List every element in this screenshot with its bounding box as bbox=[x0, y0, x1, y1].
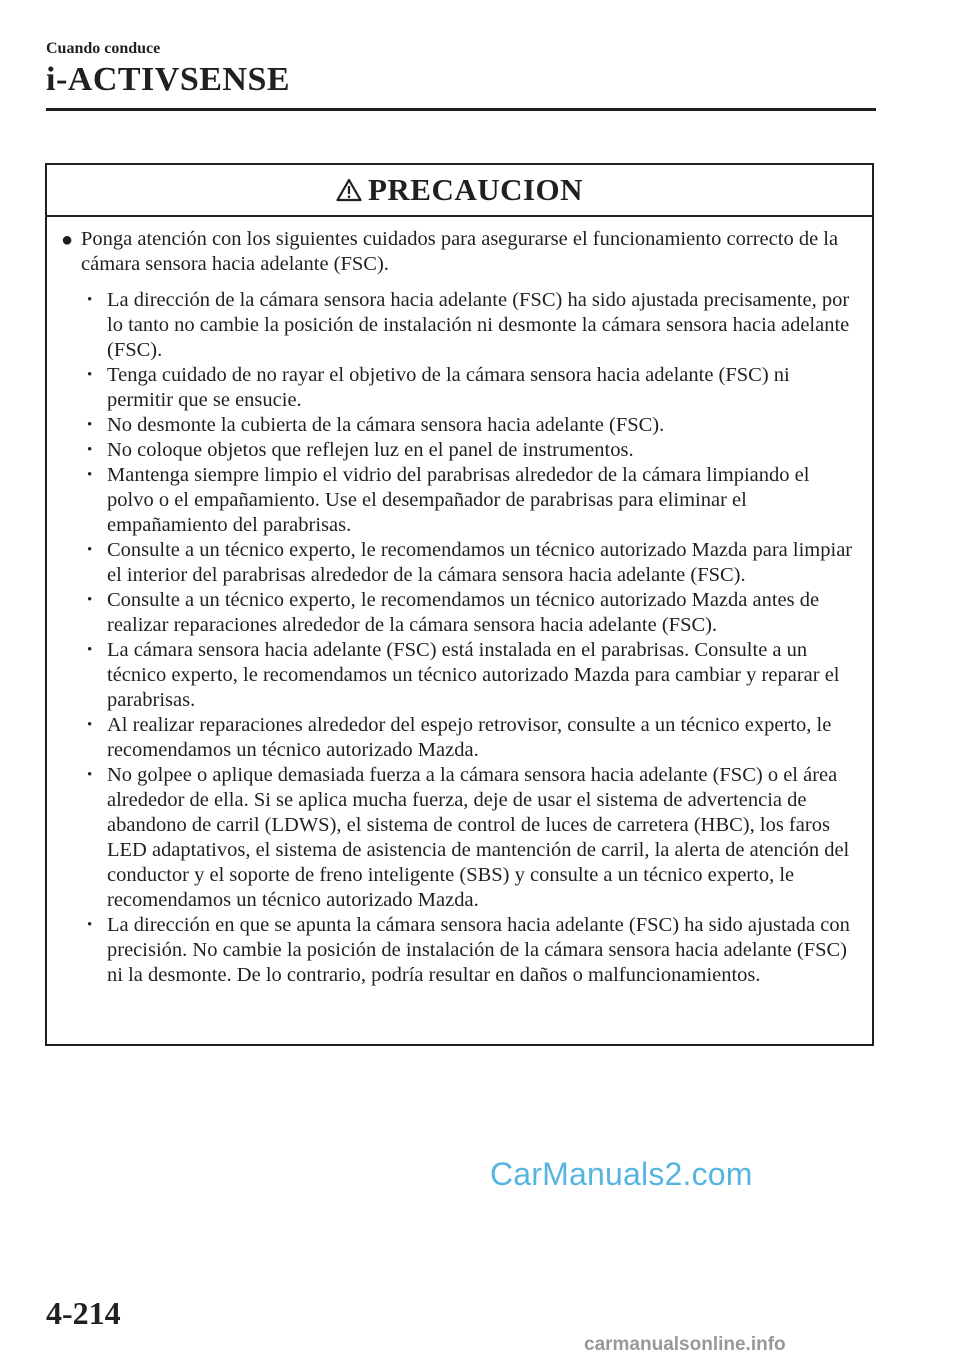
bullet-icon: • bbox=[87, 917, 93, 933]
main-item-text: Ponga atención con los siguientes cuidados para asegurarse el funcionamiento correcto de la cámara sensora hacia adelante (FSC). bbox=[81, 228, 839, 275]
bullet-icon: • bbox=[87, 717, 93, 733]
bullet-dot-icon: ● bbox=[61, 229, 74, 251]
sub-item-text: Tenga cuidado de no rayar el objetivo de la cámara sensora hacia adelante (FSC) ni permitir que se ensucie. bbox=[107, 364, 790, 411]
sub-item-text: No golpee o aplique demasiada fuerza a la cámara sensora hacia adelante (FSC) o el área alrededor de ella. Si se aplica mucha fuerza, deje de usar el sistema de advertencia de abandono de carril (LDWS), el sistema de control de luces de carretera (HBC), los faros LED adaptativos, el sistema de asistencia de mantención de carril, la alerta de atención del conductor y el soporte de freno inteligente (SBS) y consulte a un técnico experto, le recomendamos un técnico autorizado Mazda. bbox=[107, 764, 850, 911]
sub-list-item bbox=[81, 763, 858, 913]
bullet-icon: • bbox=[87, 767, 93, 783]
sub-item-text: Al realizar reparaciones alrededor del espejo retrovisor, consulte a un técnico experto, le recomendamos un técnico autorizado Mazda. bbox=[107, 714, 832, 761]
sub-item-text: Consulte a un técnico experto, le recomendamos un técnico autorizado Mazda antes de realizar reparaciones alrededor de la cámara sensora hacia adelante (FSC). bbox=[107, 589, 820, 636]
warning-triangle-icon bbox=[336, 178, 362, 202]
header-divider bbox=[46, 108, 876, 111]
sub-list bbox=[81, 288, 858, 988]
sub-list-item bbox=[81, 538, 858, 588]
bullet-icon: • bbox=[87, 642, 93, 658]
sub-item-text: La dirección de la cámara sensora hacia adelante (FSC) ha sido ajustada precisamente, por lo tanto no cambie la posición de instalación ni desmonte la cámara sensora hacia adelante (FSC). bbox=[107, 289, 850, 361]
bullet-icon: • bbox=[87, 442, 93, 458]
sub-list-item bbox=[81, 638, 858, 713]
page-header bbox=[46, 40, 290, 100]
sub-list-item bbox=[81, 913, 858, 988]
sub-list-item bbox=[81, 713, 858, 763]
sub-item-text: No desmonte la cubierta de la cámara sensora hacia adelante (FSC). bbox=[107, 414, 665, 436]
caution-header bbox=[47, 165, 872, 217]
bullet-icon: • bbox=[87, 592, 93, 608]
bullet-icon: • bbox=[87, 467, 93, 483]
sub-item-text: Mantenga siempre limpio el vidrio del parabrisas alrededor de la cámara limpiando el polvo o el empañamiento. Use el desempañador de parabrisas para eliminar el empañamiento del parabrisas. bbox=[107, 464, 810, 536]
bullet-icon: • bbox=[87, 367, 93, 383]
sub-list-item bbox=[81, 288, 858, 363]
sub-item-text: No coloque objetos que reflejen luz en el panel de instrumentos. bbox=[107, 439, 634, 461]
sub-item-text: La dirección en que se apunta la cámara sensora hacia adelante (FSC) ha sido ajustada con precisión. No cambie la posición de instalación de la cámara sensora hacia adelante (FSC) ni la desmonte. De lo contrario, podría resultar en daños o malfuncionamientos. bbox=[107, 914, 850, 986]
section-title: i-ACTIVSENSE bbox=[46, 61, 291, 98]
caution-title: PRECAUCION bbox=[367, 172, 584, 207]
bullet-icon: • bbox=[87, 542, 93, 558]
sub-list-item bbox=[81, 363, 858, 413]
sub-list-item bbox=[81, 438, 858, 463]
bullet-icon: • bbox=[87, 292, 93, 308]
watermark: CarManuals2.com bbox=[490, 1156, 753, 1192]
sub-list-item bbox=[81, 413, 858, 438]
main-list-item bbox=[61, 227, 858, 277]
sub-item-text: La cámara sensora hacia adelante (FSC) está instalada en el parabrisas. Consulte a un técnico experto, le recomendamos un técnico autorizado Mazda para cambiar y reparar el parabrisas. bbox=[107, 639, 840, 711]
bullet-icon: • bbox=[87, 417, 93, 433]
sub-list-item bbox=[81, 463, 858, 538]
caution-box bbox=[45, 163, 874, 1046]
footer-watermark: carmanualsonline.info bbox=[584, 1334, 786, 1355]
sub-item-text: Consulte a un técnico experto, le recomendamos un técnico autorizado Mazda para limpiar el interior del parabrisas alrededor de la cámara sensora hacia adelante (FSC). bbox=[107, 539, 853, 586]
sub-list-item bbox=[81, 588, 858, 638]
page-number: 4-214 bbox=[46, 1295, 121, 1331]
section-label: Cuando conduce bbox=[46, 40, 161, 57]
caution-body bbox=[47, 217, 872, 988]
